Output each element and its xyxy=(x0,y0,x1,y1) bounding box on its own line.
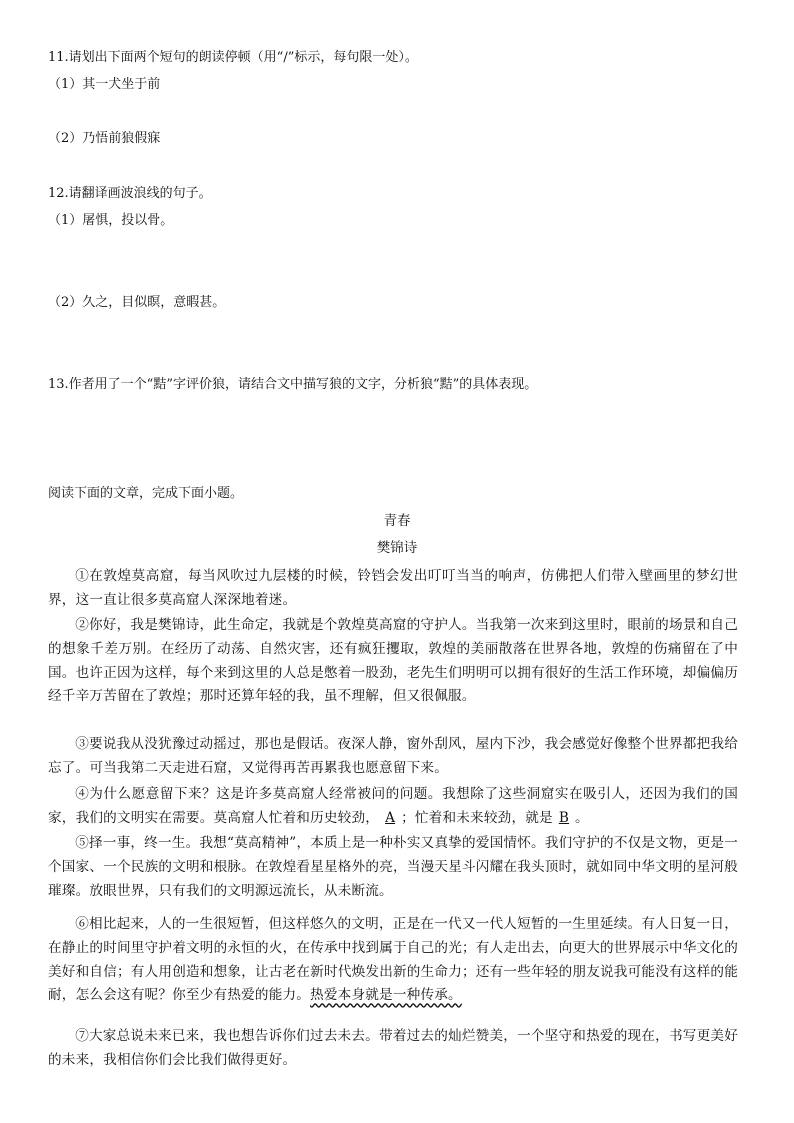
paragraph-1: ①在敦煌莫高窟，每当风吹过九层楼的时候，铃铛会发出叮叮当当的响声，仿佛把人们带入壁画里的梦幻世界，这一直让很多莫高窟人深深地着迷。 xyxy=(48,568,738,608)
q12-item-1: （1）屠惧，投以骨。 xyxy=(48,213,174,228)
blank-a: A xyxy=(385,809,396,826)
p4-text-c: 。 xyxy=(575,809,589,826)
p6-text: ⑥相比起来，人的一生很短暂，但这样悠久的文明，正是在一代又一代人短暂的一生里延续。有人日复一日，在静止的时间里守护着文明的永恒的火，在传承中找到属于自己的光；有人走出去，向更大的世界展示中华文化的美好和自信；有人用创造和想象，让古老在新时代焕发出新的生命力；还有一些年轻的朋友说我可能没有这样的能耐，怎么会这有呢？你至少有热爱的能力。 xyxy=(48,916,738,1004)
paragraph-6 xyxy=(48,913,738,1008)
q12-item-2: （2）久之，目似瞑，意暇甚。 xyxy=(48,295,226,310)
wavy-underlined-sentence: 热爱本身就是一种传承。 xyxy=(310,987,462,1004)
article-title: 青春 xyxy=(383,513,411,529)
p4-text-b: ；忙着和未来较劲，就是 xyxy=(401,809,553,826)
reading-instruction: 阅读下面的文章，完成下面小题。 xyxy=(48,486,244,501)
paragraph-2: ②你好，我是樊锦诗，此生命定，我就是个敦煌莫高窟的守护人。当我第一次来到这里时，眼前的场景和自己的想象千差万别。在经历了动荡、自然灾害，还有疯狂攫取，敦煌的美丽散落在世界各地，敦煌的伤痛留在了中国。也许正因为这样，每个来到这里的人总是憋着一股劲，老先生们明明可以拥有很好的生活工作环境，却偏偏历经千辛万苦留在了敦煌；那时还算年轻的我，虽不理解，但又很佩服。 xyxy=(48,617,738,705)
paragraph-5: ⑤择一事，终一生。我想“莫高精神”，本质上是一种朴实又真挚的爱国情怀。我们守护的不仅是文物，更是一个国家、一个民族的文明和根脉。在敦煌看星星格外的亮，当漫天星斗闪耀在我头顶时，就如同中华文明的星河般璀璨。放眼世界，只有我们的文明源远流长，从未断流。 xyxy=(48,835,738,899)
paragraph-4 xyxy=(48,783,738,831)
q11-item-2: （2）乃悟前狼假寐 xyxy=(48,131,161,146)
q13-prompt: 13.作者用了一个“黠”字评价狼，请结合文中描写狼的文字，分析狼“黠”的具体表现。 xyxy=(48,377,538,392)
q11-item-1: （1）其一犬坐于前 xyxy=(48,77,161,92)
q12-prompt: 12.请翻译画波浪线的句子。 xyxy=(48,186,212,201)
p4-text-a: ④为什么愿意留下来？这是许多莫高窟人经常被问的问题。我想除了这些洞窟实在吸引人，还因为我们的国家，我们的文明实在需要。莫高窟人忙着和历史较劲， xyxy=(48,786,738,826)
blank-b: B xyxy=(558,809,570,826)
article-author: 樊锦诗 xyxy=(376,540,418,556)
paragraph-7: ⑦大家总说未来已来，我也想告诉你们过去未去。带着过去的灿烂赞美，一个坚守和热爱的现在，书写更美好的未来，我相信你们会比我们做得更好。 xyxy=(48,1028,738,1068)
paragraph-3: ③要说我从没犹豫过动摇过，那也是假话。夜深人静，窗外刮风，屋内下沙，我会感觉好像整个世界都把我给忘了。可当我第二天走进石窟，又觉得再苦再累我也愿意留下来。 xyxy=(48,736,738,776)
q11-prompt: 11.请划出下面两个短句的朗读停顿（用“/”标示，每句限一处）。 xyxy=(48,50,418,65)
